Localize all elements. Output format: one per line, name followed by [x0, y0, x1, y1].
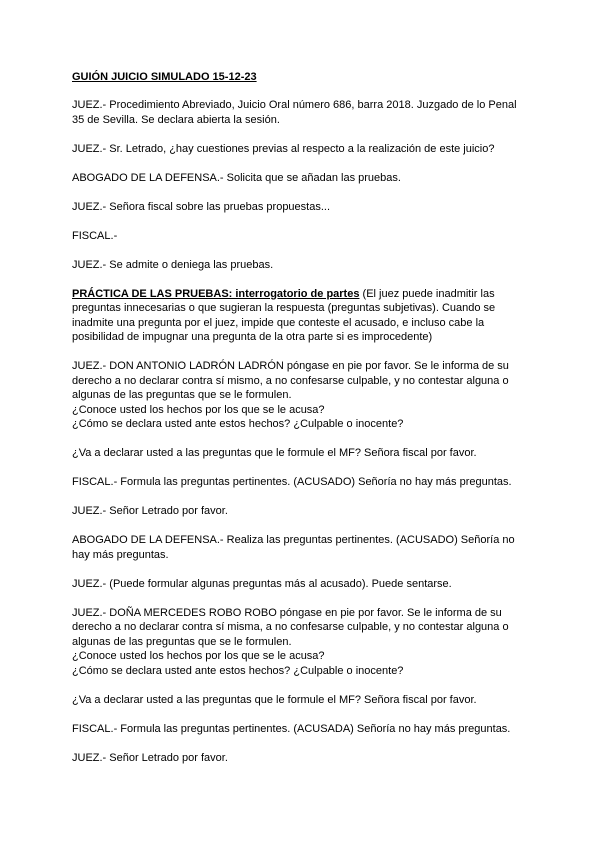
paragraph-line: derecho a no declarar contra sí misma, a no confesarse culpable, y no contestar alguna o — [72, 621, 509, 633]
paragraph — [72, 504, 528, 519]
paragraph — [72, 722, 528, 737]
paragraph — [72, 258, 528, 273]
paragraph-line: algunas de las preguntas que se le formulen. — [72, 635, 292, 648]
paragraph — [72, 98, 528, 127]
paragraph-line: derecho a no declarar contra sí mismo, a no confesarse culpable, y no contestar alguna o — [72, 374, 509, 387]
paragraph-line: ¿Conoce usted los hechos por los que se le acusa? — [72, 650, 325, 662]
practica-line: preguntas innecesarias o que sugieran la respuesta (preguntas subjetivas). Cuando se — [72, 302, 496, 314]
paragraph — [72, 359, 528, 432]
paragraph — [72, 533, 528, 562]
paragraph — [72, 171, 528, 186]
paragraph — [72, 229, 528, 244]
paragraph-line: 35 de Sevilla. Se declara abierta la sesión. — [72, 113, 280, 126]
practica-heading: PRÁCTICA DE LAS PRUEBAS: interrogatorio de partes — [72, 287, 360, 300]
paragraph-group-intro — [72, 98, 528, 272]
paragraph — [72, 475, 528, 490]
paragraph — [72, 200, 528, 215]
paragraph-line: JUEZ.- Se admite o deniega las pruebas. — [72, 258, 274, 271]
paragraph-line: FISCAL.- Formula las preguntas pertinentes. (ACUSADO) Señoría no hay más preguntas. — [72, 476, 512, 488]
paragraph-line: JUEZ.- (Puede formular algunas preguntas más al acusado). Puede sentarse. — [72, 577, 452, 590]
paragraph-line: ¿Va a declarar usted a las preguntas que le formule el MF? Señora fiscal por favor. — [72, 693, 477, 706]
paragraph-line: ¿Cómo se declara usted ante estos hechos? ¿Culpable o inocente? — [72, 664, 404, 677]
paragraph-line: FISCAL.- Formula las preguntas pertinentes. (ACUSADA) Señoría no hay más preguntas. — [72, 722, 511, 735]
paragraph-group-interrogatorio — [72, 359, 528, 765]
paragraph-line: ¿Cómo se declara usted ante estos hechos? ¿Culpable o inocente? — [72, 418, 404, 430]
paragraph — [72, 577, 528, 592]
paragraph — [72, 606, 528, 679]
paragraph-line: ABOGADO DE LA DEFENSA.- Solicita que se añadan las pruebas. — [72, 171, 401, 184]
practica-line: posibilidad de impugnar una pregunta de la otra parte si es improcedente) — [72, 331, 433, 343]
paragraph-line: JUEZ.- Señor Letrado por favor. — [72, 505, 228, 517]
practica-paragraph — [72, 287, 528, 345]
paragraph-line: JUEZ.- Señor Letrado por favor. — [72, 751, 228, 764]
paragraph-line: FISCAL.- — [72, 229, 118, 242]
paragraph-line: JUEZ.- DON ANTONIO LADRÓN LADRÓN póngase en pie por favor. Se le informa de su — [72, 360, 509, 372]
paragraph — [72, 751, 528, 766]
paragraph — [72, 693, 528, 708]
practica-line: (El juez puede inadmitir las — [359, 287, 495, 300]
paragraph — [72, 446, 528, 461]
paragraph-line: ¿Conoce usted los hechos por los que se le acusa? — [72, 403, 325, 416]
paragraph-line: JUEZ.- Procedimiento Abreviado, Juicio Oral número 686, barra 2018. Juzgado de lo Penal — [72, 99, 517, 111]
paragraph-line: JUEZ.- DOÑA MERCEDES ROBO ROBO póngase en pie por favor. Se le informa de su — [72, 606, 502, 619]
document-title: GUIÓN JUICIO SIMULADO 15-12-23 — [72, 71, 257, 83]
paragraph-line: ¿Va a declarar usted a las preguntas que le formule el MF? Señora fiscal por favor. — [72, 447, 477, 459]
paragraph-line: hay más preguntas. — [72, 548, 169, 561]
practica-line: inadmite una pregunta por el juez, impide que conteste el acusado, e incluso cabe la — [72, 316, 485, 329]
paragraph-line: ABOGADO DE LA DEFENSA.- Realiza las preguntas pertinentes. (ACUSADO) Señoría no — [72, 534, 515, 546]
paragraph-line: algunas de las preguntas que se le formulen. — [72, 389, 292, 401]
paragraph-line: JUEZ.- Señora fiscal sobre las pruebas propuestas... — [72, 200, 331, 213]
paragraph-line: JUEZ.- Sr. Letrado, ¿hay cuestiones previas al respecto a la realización de este juicio? — [72, 142, 495, 155]
paragraph — [72, 142, 528, 157]
